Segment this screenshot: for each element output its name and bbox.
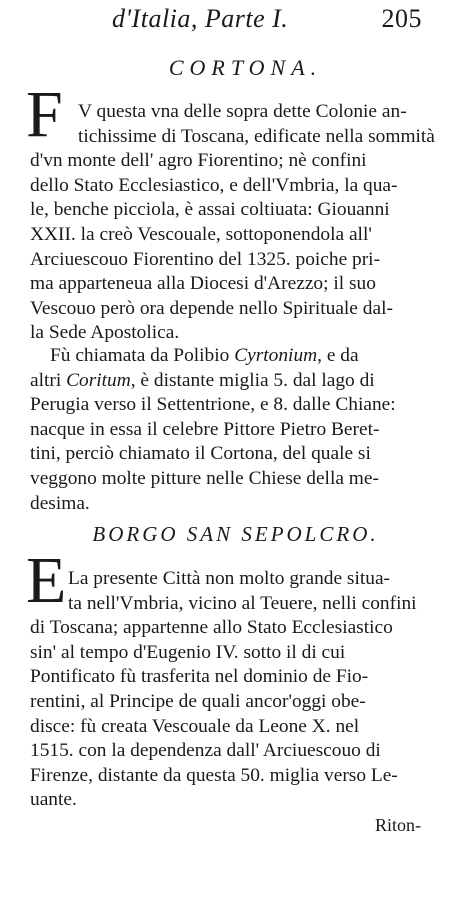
section-title-borgo: BORGO SAN SEPOLCRO. xyxy=(92,522,379,546)
text-line: tichissime di Toscana, edificate nella sommità xyxy=(78,125,435,147)
text-line: La presente Città non molto grande situa- xyxy=(68,568,391,589)
text-line: dello Stato Ecclesiastico, e dell'Vmbria, la qua- xyxy=(30,174,398,196)
text-line: Fù chiamata da Polibio Cyrtonium, e da xyxy=(50,345,359,366)
text-line: uante. xyxy=(30,789,77,811)
text-line: di Toscana; appartenne allo Stato Ecclesiastico xyxy=(30,617,393,639)
text-line: ta nell'Vmbria, vicino al Teuere, nelli confini xyxy=(68,592,417,614)
text-line: le, benche picciola, è assai coltiuata: Giouanni xyxy=(30,199,390,221)
text-line: d'vn monte dell' agro Fiorentino; nè confini xyxy=(30,150,367,172)
text-line: nacque in essa il celebre Pittore Pietro Beret- xyxy=(30,418,380,440)
drop-cap-f: F xyxy=(26,78,63,151)
text-line: la Sede Apostolica. xyxy=(30,322,180,344)
page-number: 205 xyxy=(381,4,422,33)
italic-term: Coritum xyxy=(66,369,131,391)
text-line: veggono molte pitture nelle Chiese della me- xyxy=(30,468,379,489)
text-line: ma apparteneua alla Diocesi d'Arezzo; il suo xyxy=(30,273,376,295)
text-line: Firenze, distante da questa 50. miglia verso Le- xyxy=(30,764,398,786)
section-title-cortona: CORTONA. xyxy=(168,55,323,80)
text-line: Arciuescouo Fiorentino del 1325. poiche pri- xyxy=(30,248,381,270)
running-title: d'Italia, Parte I. xyxy=(112,4,289,33)
text-line: Vescouo però ora depende nello Spirituale dal- xyxy=(30,297,393,319)
text-line: 1515. con la dependenza dall' Arciuescouo di xyxy=(30,740,381,762)
text-line: rentini, al Principe de quali ancor'oggi obe- xyxy=(30,691,366,712)
text-line: Perugia verso il Settentrione, e 8. dalle Chiane: xyxy=(30,394,396,416)
text-line: Pontificato fù trasferita nel dominio de Fio- xyxy=(30,666,369,688)
text-line: tini, perciò chiamato il Cortona, del quale si xyxy=(30,443,371,465)
catchword: Riton- xyxy=(374,815,421,835)
text-line: V questa vna delle sopra dette Colonie an- xyxy=(78,101,407,122)
drop-cap-e: E xyxy=(26,544,67,617)
text-line: desima. xyxy=(30,492,90,514)
text-line: sin' al tempo d'Eugenio IV. sotto il di cui xyxy=(30,641,346,663)
text-line: XXII. la creò Vescouale, sottoponendola all' xyxy=(30,224,372,245)
running-header xyxy=(112,4,422,34)
text-line: altri Coritum, è distante miglia 5. dal lago di xyxy=(30,369,375,391)
text-line: disce: fù creata Vescouale da Leone X. nel xyxy=(30,715,360,737)
italic-term: Cyrtonium xyxy=(234,345,318,366)
